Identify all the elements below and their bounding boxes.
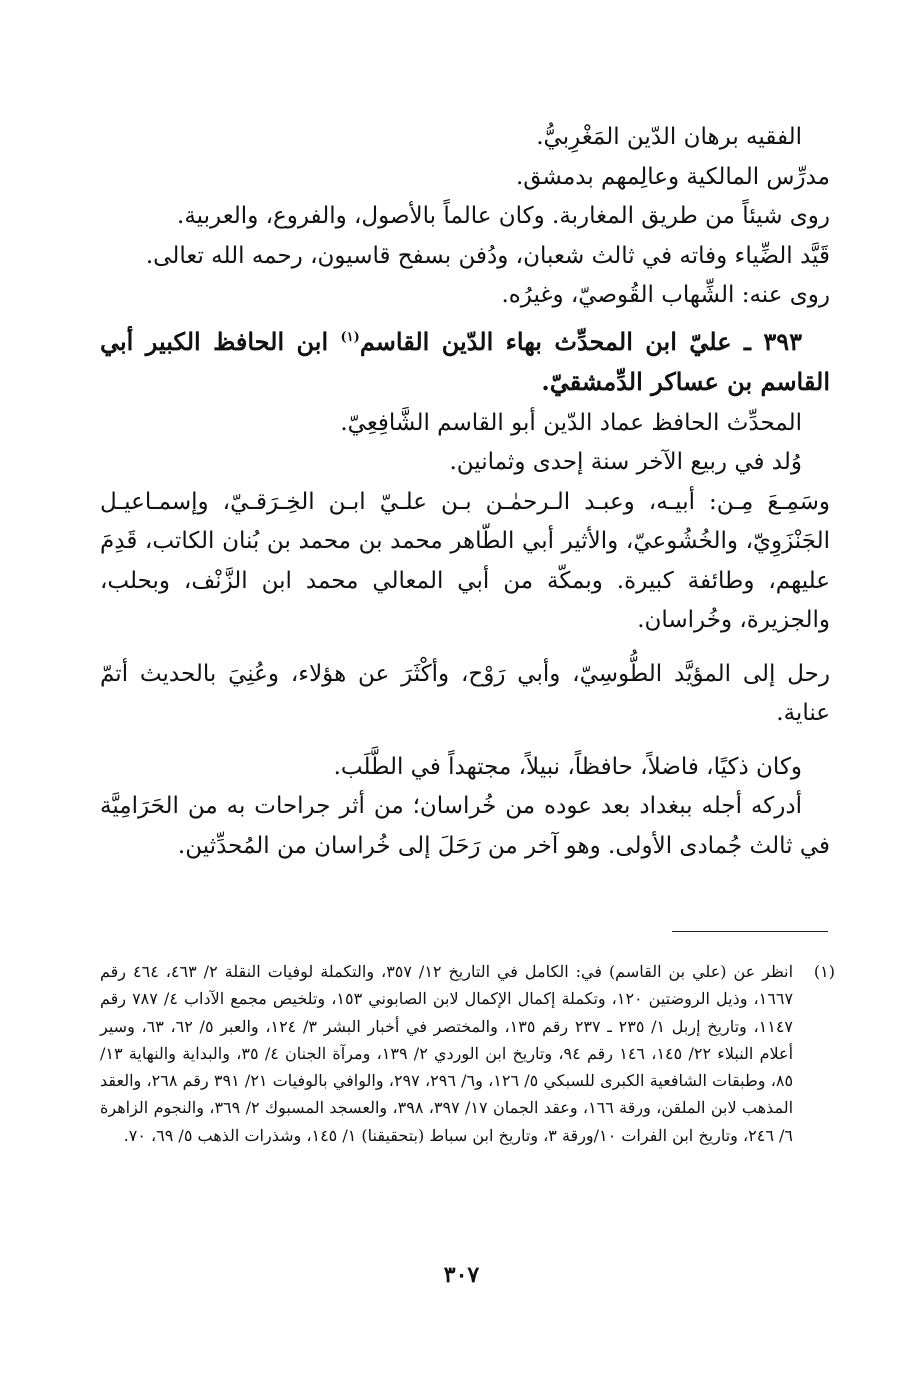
entry-heading: [100, 322, 830, 402]
entry-paragraph-qualities: وكان ذكيًا، فاضلاً، حافظاً، نبيلاً، مجتهداً في الطَّلَب.: [333, 753, 802, 780]
footnote-divider: [672, 931, 828, 932]
paragraph-teacher: مدرِّس المالكية وعالِمهم بدمشق.: [515, 163, 830, 190]
entry-heading-name: ٣٩٣ ـ عليّ ابن المحدِّث بهاء الدّين القاسم: [359, 326, 803, 356]
paragraph-narrators: روى عنه: الشِّهاب القُوصيّ، وغيرُه.: [501, 282, 830, 308]
main-text-block: [100, 118, 830, 866]
entry-paragraph-death: أدركه أجله ببغداد بعد عوده من خُراسان؛ من أثر جراحات به من الحَرَامِيَّة في ثالث جُمادى الأولى. وهو آخر من رَحَلَ إلى خُراسان من المُحدِّثين.: [100, 793, 830, 859]
entry-paragraph-travel: رحل إلى المؤيَّد الطُّوسِيّ، وأبي رَوْح، وأكْثَرَ عن هؤلاء، وعُنِيَ بالحديث أتمّ عناية.: [100, 660, 830, 726]
entry-paragraph-title: المحدِّث الحافظ عماد الدّين أبو القاسم الشَّافِعِيّ.: [340, 409, 802, 436]
entry-heading-lineage: ابن الحافظ الكبير أبي القاسم بن عساكر الدِّمشقيّ.: [100, 326, 830, 396]
footnote-marker: (١): [813, 962, 835, 981]
paragraph-narration: روى شيئاً من طريق المغاربة. وكان عالماً بالأصول، والفروع، والعربية.: [177, 203, 830, 229]
footnote-text: انظر عن (علي بن القاسم) في: الكامل في التاريخ ١٢/ ٣٥٧، والتكملة لوفيات النقلة ٢/ ٤٦٣، ٤٦٤ رقم ١٦٦٧، وذيل الروضتين ١٢٠، وتكملة إكمال الإكمال لابن الصابوني ١٥٣، وتلخيص مجمع الآداب ٤/ ٧٨٧ رقم ١١٤٧، وتاريخ إربل ١/ ٢٣٥ ـ ٢٣٧ رقم ١٣٥، والمختصر في أخبار البشر ٣/ ١٢٤، والعبر ٥/ ٦٢، ٦٣، وسير أعلام النبلاء ٢٢/ ١٤٥، ١٤٦ رقم ٩٤، وتاريخ ابن الوردي ٢/ ١٣٩، ومرآة الجنان ٤/ ٣٥، والبداية والنهاية ١٣/ ٨٥، وطبقات الشافعية الكبرى للسبكي ٥/ ١٢٦، و٦/ ٢٩٦، ٢٩٧، والوافي بالوفيات ٢١/ ٣٩١ رقم ٢٦٨، والعقد المذهب لابن الملقن، ورقة ١٦٦، وعقد الجمان ١٧/ ٣٩٧، ٣٩٨، والعسجد المسبوك ٢/ ٣٦٩، والنجوم الزاهرة ٦/ ٢٤٦، وتاريخ ابن الفرات ١٠/ورقة ٣، وتاريخ ابن سباط (بتحقيقنا) ١/ ١٤٥، وشذرات الذهب ٥/ ٦٩، ٧٠.: [100, 962, 794, 1145]
entry-paragraph-birth: وُلد في ربيع الآخر سنة إحدى وثمانين.: [449, 449, 802, 475]
footnotes-block: [100, 958, 835, 1149]
paragraph-death: قَيَّد الضِّياء وفاته في ثالث شعبان، ودُفن بسفح قاسيون، رحمه الله تعالى.: [145, 242, 830, 269]
paragraph-title-line: الفقيه برهان الدّين المَغْرِبيُّ.: [536, 124, 802, 150]
entry-paragraph-teachers: وسَمِـعَ مِـن: أبيـه، وعبـد الـرحمٰـن بـن علـيّ ابـن الخِـرَقـيّ، وإسمـاعيـل الجَنْزَوِيّ، والخُشُوعيّ، والأثير أبي الطّاهر محمد بن محمد بن بُنان الكاتب، قَدِمَ عليهم، وطائفة كبيرة. وبمكّة من أبي المعالي محمد ابن الزَّنْف، وبحلب، والجزيرة، وخُراسان.: [100, 488, 830, 633]
footnote: [100, 958, 835, 1149]
footnote-reference: (١): [340, 329, 360, 345]
page-number: ٣٠٧: [443, 1262, 480, 1288]
